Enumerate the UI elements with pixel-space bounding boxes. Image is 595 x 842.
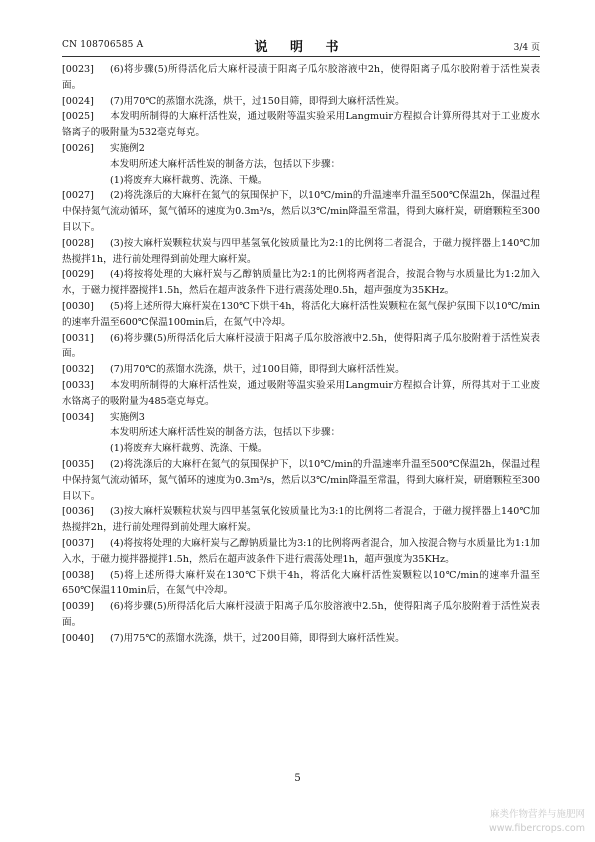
paragraph-number: [0029] (62, 269, 94, 281)
paragraph-number: [0037] (62, 537, 94, 549)
paragraph (62, 362, 540, 378)
paragraph (62, 631, 540, 647)
paragraph (62, 109, 540, 141)
paragraph (62, 94, 540, 110)
watermark (489, 808, 585, 836)
document-title: 说 明 书 (254, 40, 348, 55)
document-body (62, 62, 540, 646)
paragraph-text: 实施例2 (110, 142, 145, 154)
header-divider (62, 56, 540, 57)
paragraph (62, 157, 540, 173)
paragraph-number: [0031] (62, 332, 94, 344)
paragraph-number: [0036] (62, 506, 94, 518)
watermark-url: www.fibercrops.com (488, 823, 585, 834)
paragraph-number: [0026] (62, 142, 94, 154)
paragraph-text: (4)将按将处理的大麻杆炭与乙醇钠质量比为2:1的比例将两者混合，按混合物与水质量比为1:2加入水，于磁力搅拌器搅拌1.5h，然后在超声波条件下进行震荡处理0.5h，超声强度为35KHz。 (62, 269, 540, 297)
paragraph-text: (7)用70℃的蒸馏水洗涤，烘干，过100目筛，即得到大麻杆活性炭。 (110, 364, 405, 376)
paragraph-text: (7)用70℃的蒸馏水洗涤，烘干，过150目筛，即得到大麻杆活性炭。 (110, 95, 405, 107)
paragraph-text: (7)用75℃的蒸馏水洗涤，烘干，过200目筛，即得到大麻杆活性炭。 (110, 632, 405, 644)
page-indicator: 3/4 页 (513, 43, 540, 53)
paragraph-text: 本发明所述大麻杆活性炭的制备方法，包括以下步骤： (110, 158, 341, 170)
paragraph-number: [0025] (62, 111, 94, 123)
paragraph (62, 536, 540, 568)
patent-number: CN 108706585 A (62, 40, 144, 50)
paragraph-text: (2)将洗涤后的大麻杆在氮气的氛围保护下，以10℃/min的升温速率升温至500℃保温2h，保温过程中保持氮气流动循环，氮气循环的速度为0.3m³/s，然后以3℃/min降温至常温，得到大麻杆炭，研磨颗粒至300目以下。 (62, 458, 540, 502)
paragraph (62, 410, 540, 426)
paragraph-text: (1)将废弃大麻杆裁剪、洗涤、干燥。 (110, 174, 268, 186)
paragraph (62, 331, 540, 363)
paragraph (62, 457, 540, 504)
paragraph (62, 141, 540, 157)
paragraph (62, 267, 540, 299)
paragraph-number: [0032] (62, 364, 94, 376)
paragraph-number: [0034] (62, 411, 94, 423)
paragraph (62, 378, 540, 410)
paragraph-number: [0028] (62, 237, 94, 249)
paragraph-text: (5)将上述所得大麻杆炭在130℃下烘干4h，将活化大麻杆活性炭颗粒在氮气保护氛围下以10℃/min的速率升温至600℃保温100min后，在氮气中冷却。 (62, 300, 540, 328)
paragraph-text: (6)将步骤(5)所得活化后大麻杆浸渍于阳离子瓜尔胶溶液中2h，使得阳离子瓜尔胶附着于活性炭表面。 (62, 64, 540, 91)
paragraph-text: (2)将洗涤后的大麻杆在氮气的氛围保护下，以10℃/min的升温速率升温至500℃保温2h，保温过程中保持氮气流动循环，氮气循环的速度为0.3m³/s，然后以3℃/min降温至常温，得到大麻杆炭，研磨颗粒至300目以下。 (62, 190, 540, 233)
paragraph-text: (3)按大麻杆炭颗粒状炭与四甲基氢氧化铵质量比为3:1的比例将二者混合，于磁力搅拌器上140℃加热搅拌2h，进行前处理得到前处理大麻杆炭。 (62, 506, 540, 534)
paragraph-text: (6)将步骤(5)所得活化后大麻杆浸渍于阳离子瓜尔胶溶液中2.5h，使得阳离子瓜尔胶附着于活性炭表面。 (62, 601, 540, 628)
paragraph-number: [0033] (62, 379, 94, 391)
paragraph-text: (5)将上述所得大麻杆炭在130℃下烘干4h，将活化大麻杆活性炭颗粒以10℃/min的速率升温至650℃保温110min后，在氮气中冷却。 (62, 569, 540, 597)
paragraph-text: (3)按大麻杆炭颗粒状炭与四甲基氢氧化铵质量比为2:1的比例将二者混合，于磁力搅拌器上140℃加热搅拌1h，进行前处理得到前处理大麻杆炭。 (62, 237, 540, 265)
paragraph-text: 本发明所述大麻杆活性炭的制备方法，包括以下步骤： (110, 427, 341, 439)
paragraph-text: (4)将按将处理的大麻杆炭与乙醇钠质量比为3:1的比例将两者混合，加入按混合物与水质量比为1:1加入水，于磁力搅拌器搅拌1.5h，然后在超声波条件下进行震荡处理1h，超声强度为35KHz。 (62, 537, 540, 565)
paragraph-number: [0030] (62, 300, 94, 312)
page-number: 5 (294, 773, 301, 784)
paragraph (62, 599, 540, 631)
paragraph (62, 173, 540, 189)
paragraph (62, 425, 540, 441)
paragraph-number: [0040] (62, 632, 94, 644)
page-header (62, 36, 540, 56)
paragraph (62, 441, 540, 457)
paragraph-number: [0024] (62, 95, 94, 107)
paragraph-number: [0038] (62, 569, 94, 581)
paragraph-number: [0039] (62, 601, 94, 613)
paragraph (62, 299, 540, 331)
paragraph-number: [0035] (62, 458, 94, 470)
paragraph-text: (1)将废弃大麻杆裁剪、洗涤、干燥。 (110, 443, 268, 455)
paragraph-text: 本发明所制得的大麻杆活性炭，通过吸附等温实验采用Langmuir方程拟合计算，所得其对于工业废水铬离子的吸附量为485毫克每克。 (62, 379, 540, 407)
paragraph-text: 实施例3 (110, 411, 145, 423)
paragraph (62, 504, 540, 536)
paragraph (62, 568, 540, 600)
paragraph-text: 本发明所制得的大麻杆活性炭，通过吸附等温实验采用Langmuir方程拟合计算所得其对于工业废水铬离子的吸附量为532毫克每克。 (62, 111, 540, 139)
paragraph (62, 188, 540, 235)
paragraph-text: (6)将步骤(5)所得活化后大麻杆浸渍于阳离子瓜尔胶溶液中2.5h，使得阳离子瓜尔胶附着于活性炭表面。 (62, 332, 540, 360)
paragraph-number: [0023] (62, 64, 94, 75)
paragraph (62, 236, 540, 268)
paragraph-number: [0027] (62, 190, 94, 202)
paragraph (62, 62, 540, 94)
watermark-site-name: 麻类作物营养与施肥网 (489, 809, 585, 820)
